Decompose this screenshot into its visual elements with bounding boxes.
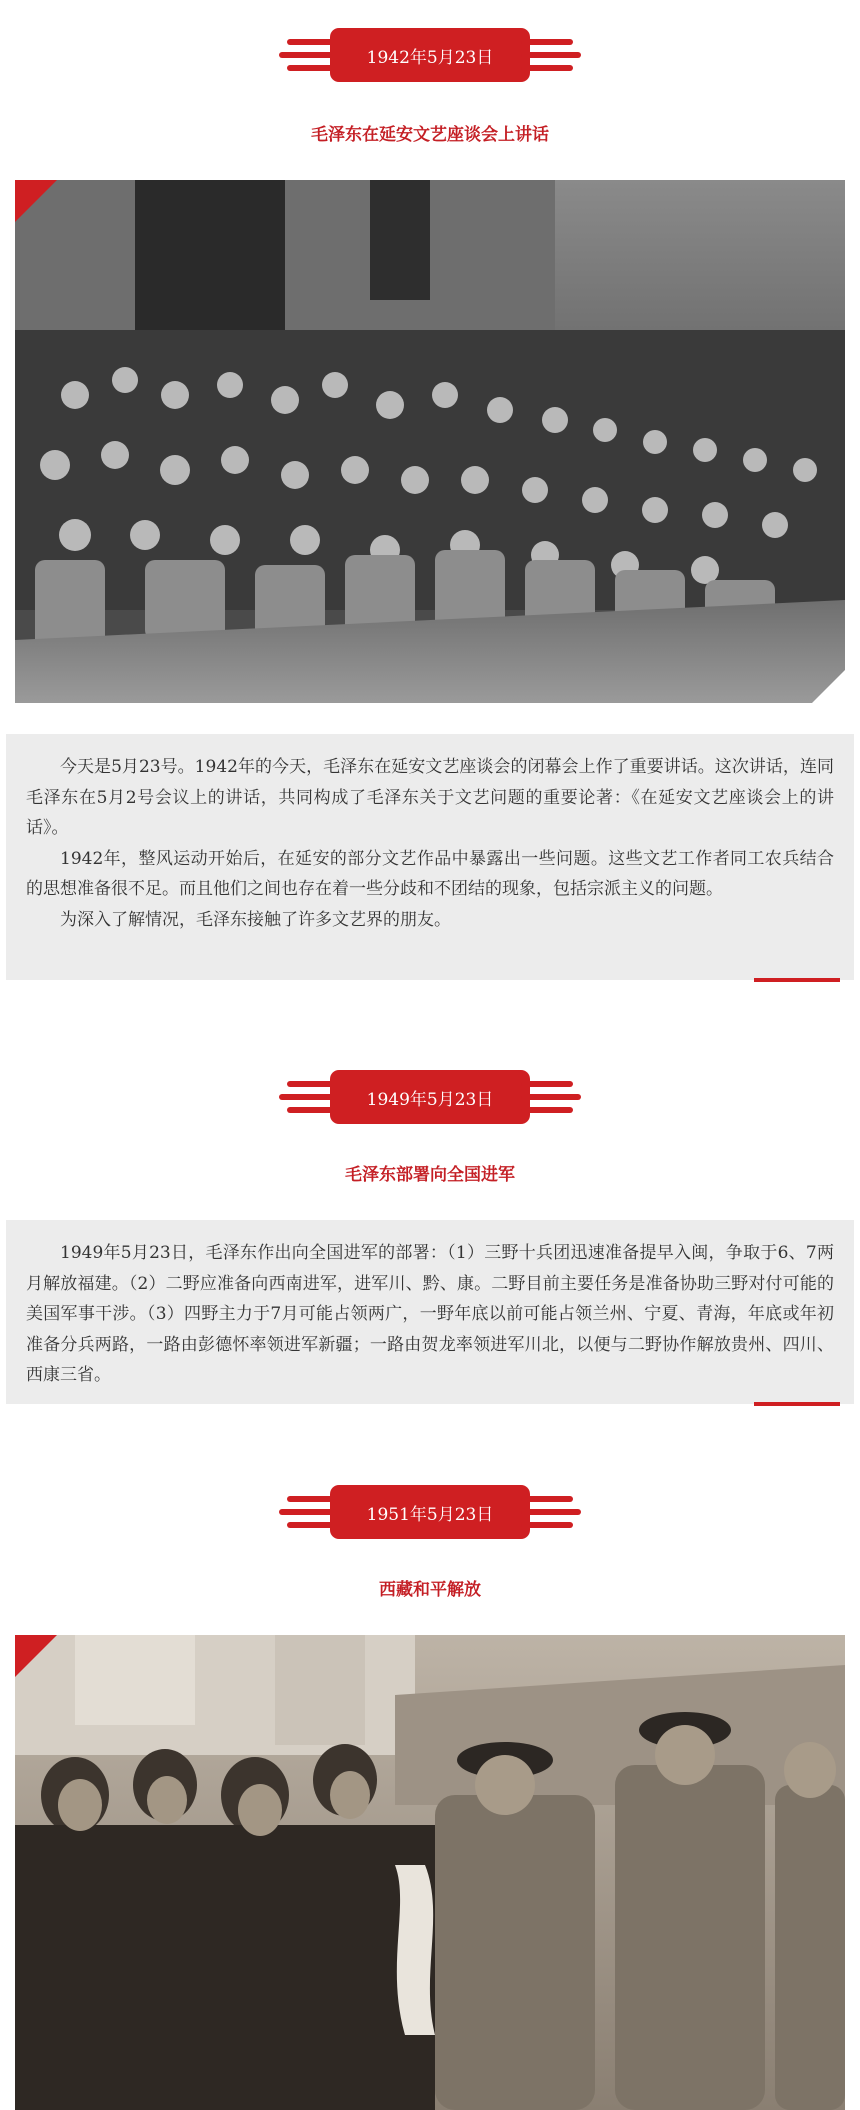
paragraph: 今天是5月23号。1942年的今天，毛泽东在延安文艺座谈会的闭幕会上作了重要讲话。这次讲话，连同毛泽东在5月2号会议上的讲话，共同构成了毛泽东关于文艺问题的重要论著：《在延安文艺座谈会上的讲话》。 [26,757,834,838]
text-panel-1942 [6,734,854,980]
section-title-1949: 毛泽东部署向全国进军 [345,1165,515,1185]
accent-bar [754,978,840,982]
decor-lines-right [521,1485,581,1539]
date-badge-1942 [0,28,860,82]
photo-tibet-liberation [15,1635,845,2110]
paragraph: 1949年5月23日，毛泽东作出向全国进军的部署：（1）三野十兵团迅速准备提早入闽，争取于6、7两月解放福建。（2）二野应准备向西南进军，进军川、黔、康。二野目前主要任务是准备协助三野对付可能的美国军事干涉。（3）四野主力于7月可能占领两广，一野年底以前可能占领兰州、宁夏、青海，年底或年初准备分兵两路，一路由彭德怀率领进军新疆；一路由贺龙率领进军川北，以便与二野协作解放贵州、四川、西康三省。 [26,1243,834,1385]
date-label: 1949年5月23日 [330,1070,530,1124]
section-title-1942: 毛泽东在延安文艺座谈会上讲话 [311,125,549,145]
decor-lines-right [521,1070,581,1124]
accent-bar [754,1402,840,1406]
date-label: 1951年5月23日 [330,1485,530,1539]
decor-lines-right [521,28,581,82]
photo-yanan-forum [15,180,845,703]
date-badge-1951 [0,1485,860,1539]
paragraph: 1942年，整风运动开始后，在延安的部分文艺作品中暴露出一些问题。这些文艺工作者同工农兵结合的思想准备很不足。而且他们之间也存在着一些分歧和不团结的现象，包括宗派主义的问题。 [26,848,834,899]
section-title-1951: 西藏和平解放 [379,1580,481,1600]
date-badge-1949 [0,1070,860,1124]
text-panel-1949 [6,1220,854,1404]
date-label: 1942年5月23日 [330,28,530,82]
paragraph: 为深入了解情况，毛泽东接触了许多文艺界的朋友。 [60,909,451,930]
